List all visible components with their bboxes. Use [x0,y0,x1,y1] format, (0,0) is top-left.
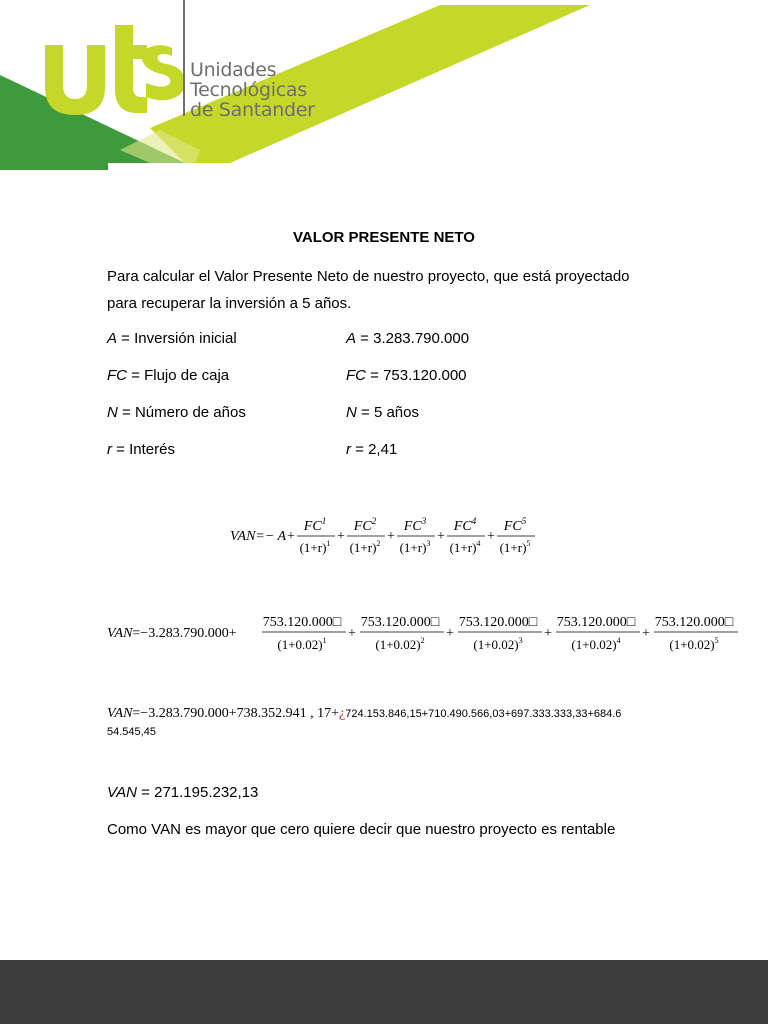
formula1-fraction-4 [447,516,485,555]
svg-text:753.120.000□: 753.120.000□ [556,615,636,630]
formula1-fraction-1 [297,516,335,555]
svg-text:(1+r)4: $(1+r)^4$ [449,539,481,555]
var-def-fc: FC = Flujo de caja [107,367,230,384]
var-val-a: A = 3.283.790.000 [346,330,470,347]
svg-text:FC5: $FC^5$ [503,516,527,534]
svg-text:FC1: $FC^1$ [303,516,327,534]
formula3-tail: 724.153.846,15+710.490.566,03+697.333.333,33+684.6 [345,708,622,720]
formula1-lhs: VAN=− A+ [230,529,296,544]
formula2-plus: + [544,626,552,641]
formula2-fraction-1 [262,615,346,652]
formula2-plus: + [348,626,356,641]
formula2-fraction-4 [556,615,640,652]
var-def-n: N = Número de años [107,404,246,421]
institution-line-2: Tecnológicas [190,79,307,101]
formula1-plus: + [387,529,395,544]
var-val-r: r = 2,41 [346,441,398,458]
svg-text:753.120.000□: 753.120.000□ [654,615,734,630]
svg-text:(1+0.02)2: $(1+0.02)^2$ [375,636,425,652]
formula1-fraction-5 [497,516,535,555]
var-val-n: N = 5 años [346,404,419,421]
svg-text:FC3: $FC^3$ [403,516,427,534]
intro-paragraph [107,263,667,317]
svg-text:FC2: $FC^2$ [353,516,377,534]
formula1-fraction-3 [397,516,435,555]
van-general-formula [230,512,550,562]
logo-divider [183,0,185,116]
svg-text:(1+r)2: $(1+r)^2$ [349,539,381,555]
formula1-plus: + [437,529,445,544]
svg-text:FC4: $FC^4$ [453,516,477,534]
formula2-fraction-5 [654,615,738,652]
svg-text:753.120.000□: 753.120.000□ [458,615,538,630]
formula1-fraction-2 [347,516,385,555]
formula2-lhs: VAN=−3.283.790.000+ [107,626,237,641]
formula1-plus: + [337,529,345,544]
svg-text:(1+r)5: $(1+r)^5$ [499,539,531,555]
var-def-r: r = Interés [107,441,175,458]
svg-text:(1+0.02)1: $(1+0.02)^1$ [277,636,327,652]
header-banner [0,0,768,175]
var-def-a: A = Inversión inicial [107,330,237,347]
intro-line-2: para recuperar la inversión a 5 años. [107,295,352,312]
formula2-plus: + [446,626,454,641]
van-partial-sum [107,700,667,724]
institution-name [190,60,315,120]
van-result: VAN = 271.195.232,13 [107,784,259,801]
uts-logo-icon [45,25,185,115]
van-substituted-formula [107,608,747,660]
svg-text:(1+0.02)4: $(1+0.02)^4$ [571,636,621,652]
svg-text:(1+r)3: $(1+r)^3$ [399,539,431,555]
formula1-plus: + [487,529,495,544]
var-val-fc: FC = 753.120.000 [346,367,467,384]
document-title: VALOR PRESENTE NETO [293,229,475,246]
svg-text:753.120.000□: 753.120.000□ [262,615,342,630]
svg-text:(1+0.02)5: $(1+0.02)^5$ [669,636,719,652]
formula3-glyph: ¿ [339,706,346,721]
formula3-lhs: =−3.283.790.000+738.352.941 , 17+ [132,706,339,721]
formula3-continued: 54.545,45 [107,726,156,738]
svg-text:(1+0.02)3: $(1+0.02)^3$ [473,636,523,652]
svg-text:753.120.000□: 753.120.000□ [360,615,440,630]
formula2-plus: + [642,626,650,641]
formula2-fraction-3 [458,615,542,652]
conclusion-text: Como VAN es mayor que cero quiere decir que nuestro proyecto es rentable [107,821,616,838]
svg-text:VAN=−3.283.790.000+738.352.941: VAN=−3.283.790.000+738.352.941 , 17+¿724.153.846,15+710.490.566,03+697.333.333,33+684.6 [107,706,622,721]
institution-line-3: de Santander [190,99,315,121]
institution-line-1: Unidades [190,59,277,81]
intro-line-1: Para calcular el Valor Presente Neto de nuestro proyecto, que está proyectado [107,268,630,285]
formula2-fraction-2 [360,615,444,652]
svg-text:(1+r)1: $(1+r)^1$ [299,539,331,555]
footer-bar [0,960,768,1024]
